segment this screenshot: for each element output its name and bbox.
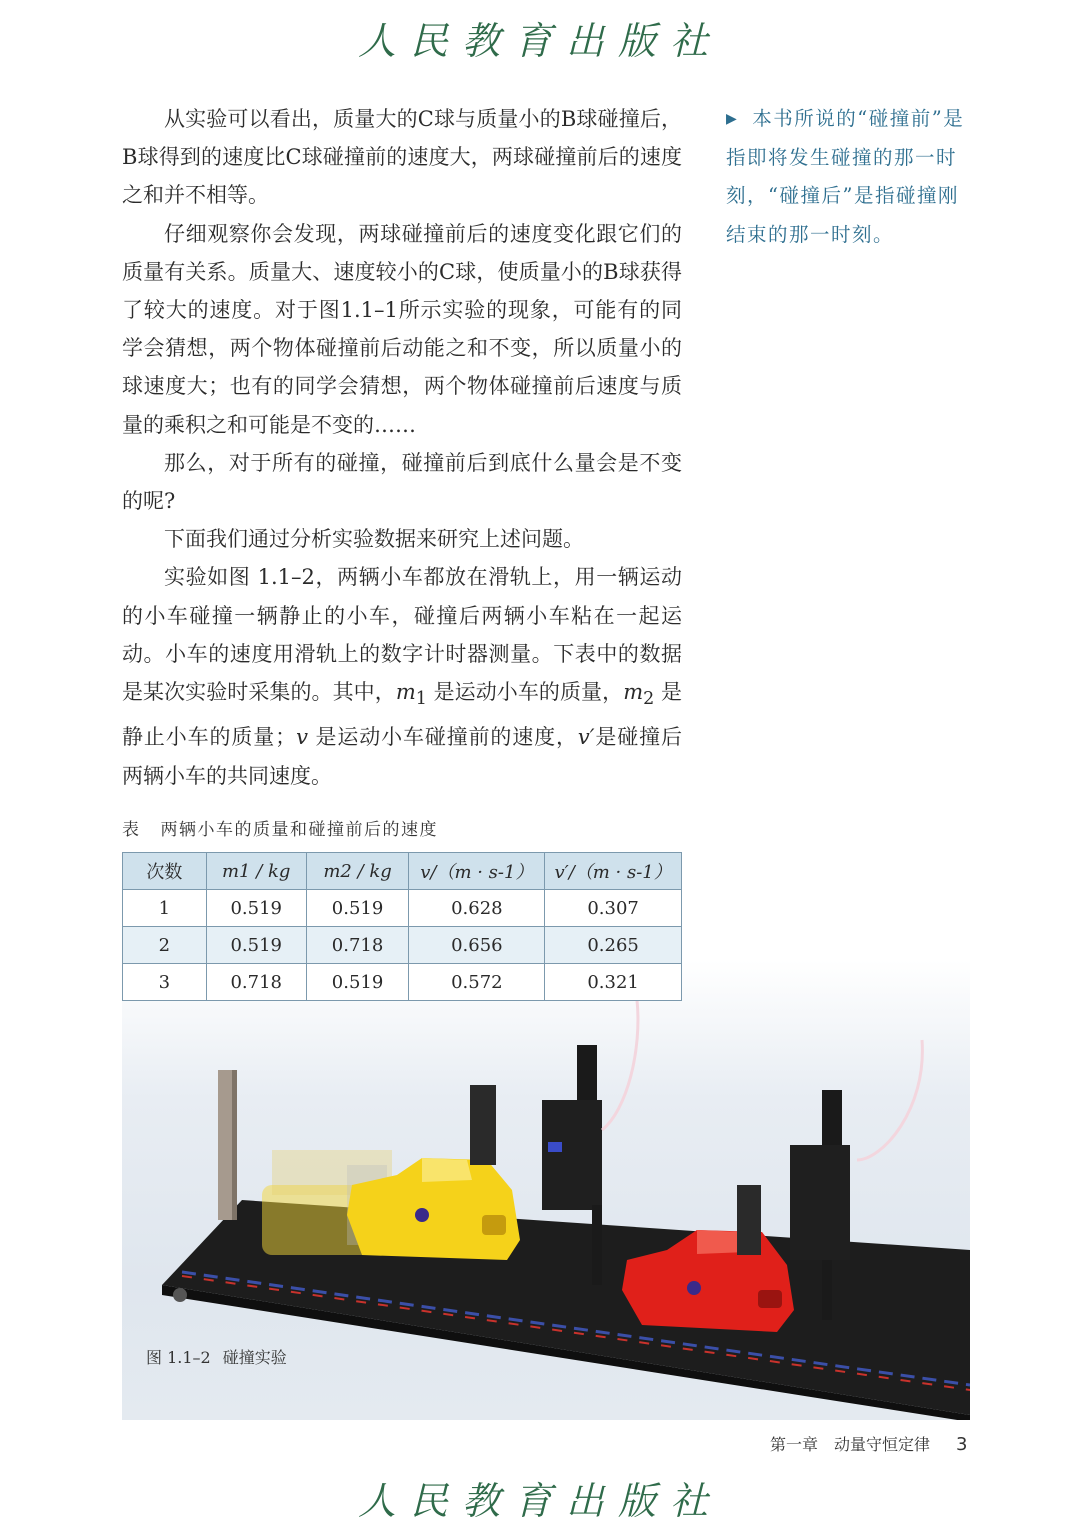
paragraph-5: 实验如图 1.1–2，两辆小车都放在滑轨上，用一辆运动的小车碰撞一辆静止的小车，碰撞后两辆小车粘在一起运动。小车的速度用滑轨上的数字计时器测量。下表中的数据是某次实验时采集的。其中，$m_1$ 是运动小车的质量，$m_2$ 是静止小车的质量；v 是运动小车碰撞前的速度，v′是碰撞后两辆小车的共同速度。: [122, 565, 683, 788]
page-footer: [770, 1432, 967, 1455]
margin-note: [726, 100, 976, 254]
chapter-title: 第一章 动量守恒定律: [770, 1435, 931, 1454]
figure-caption-text: 碰撞实验: [222, 1348, 287, 1367]
table-caption: [122, 815, 438, 840]
header-m1: m1 / kg: [206, 853, 306, 890]
figure-caption: [146, 1345, 287, 1368]
header-v-prime: v′/（m · s-1）: [545, 853, 682, 890]
table-title: 两辆小车的质量和碰撞前后的速度: [160, 820, 438, 840]
margin-note-text: 本书所说的“碰撞前”是指即将发生碰撞的那一时刻，“碰撞后”是指碰撞刚结束的那一时刻。: [726, 107, 965, 246]
table-row: 1 0.519 0.519 0.628 0.307: [123, 890, 682, 927]
paragraph-1: 从实验可以看出，质量大的C球与质量小的B球碰撞后，B球得到的速度比C球碰撞前的速度大，两球碰撞前后的速度之和并不相等。: [122, 107, 682, 208]
paragraph-3: 那么，对于所有的碰撞，碰撞前后到底什么量会是不变的呢?: [122, 450, 682, 514]
paragraph-2: 仔细观察你会发现，两球碰撞前后的速度变化跟它们的质量有关系。质量大、速度较小的C球，使质量小的B球获得了较大的速度。对于图1.1–1所示实验的现象，可能有的同学会猜想，两个物体碰撞前后动能之和不变，所以质量小的球速度大；也有的同学会猜想，两个物体碰撞前后速度与质量的乘积之和可能是不变的……: [122, 221, 682, 437]
table-header-row: [123, 853, 682, 890]
paragraph-4: 下面我们通过分析实验数据来研究上述问题。: [164, 527, 584, 552]
table-row: 2 0.519 0.718 0.656 0.265: [123, 927, 682, 964]
header-trial: 次数: [123, 853, 207, 890]
body-text: [122, 100, 682, 795]
publisher-watermark-top: 人民教育出版社: [357, 19, 722, 63]
stop-rod: [218, 1070, 232, 1220]
publisher-watermark-bottom: 人民教育出版社: [357, 1479, 722, 1523]
data-table: [122, 852, 682, 1001]
figure-number: 图 1.1–2: [146, 1348, 211, 1367]
red-cart: [622, 1185, 794, 1332]
header-m2: m2 / kg: [306, 853, 409, 890]
table-label: 表: [122, 820, 141, 840]
table-row: 3 0.718 0.519 0.572 0.321: [123, 964, 682, 1001]
triangle-marker-icon: ▶: [726, 111, 739, 127]
page-number: 3: [956, 1434, 968, 1455]
header-v: v/（m · s-1）: [409, 853, 545, 890]
